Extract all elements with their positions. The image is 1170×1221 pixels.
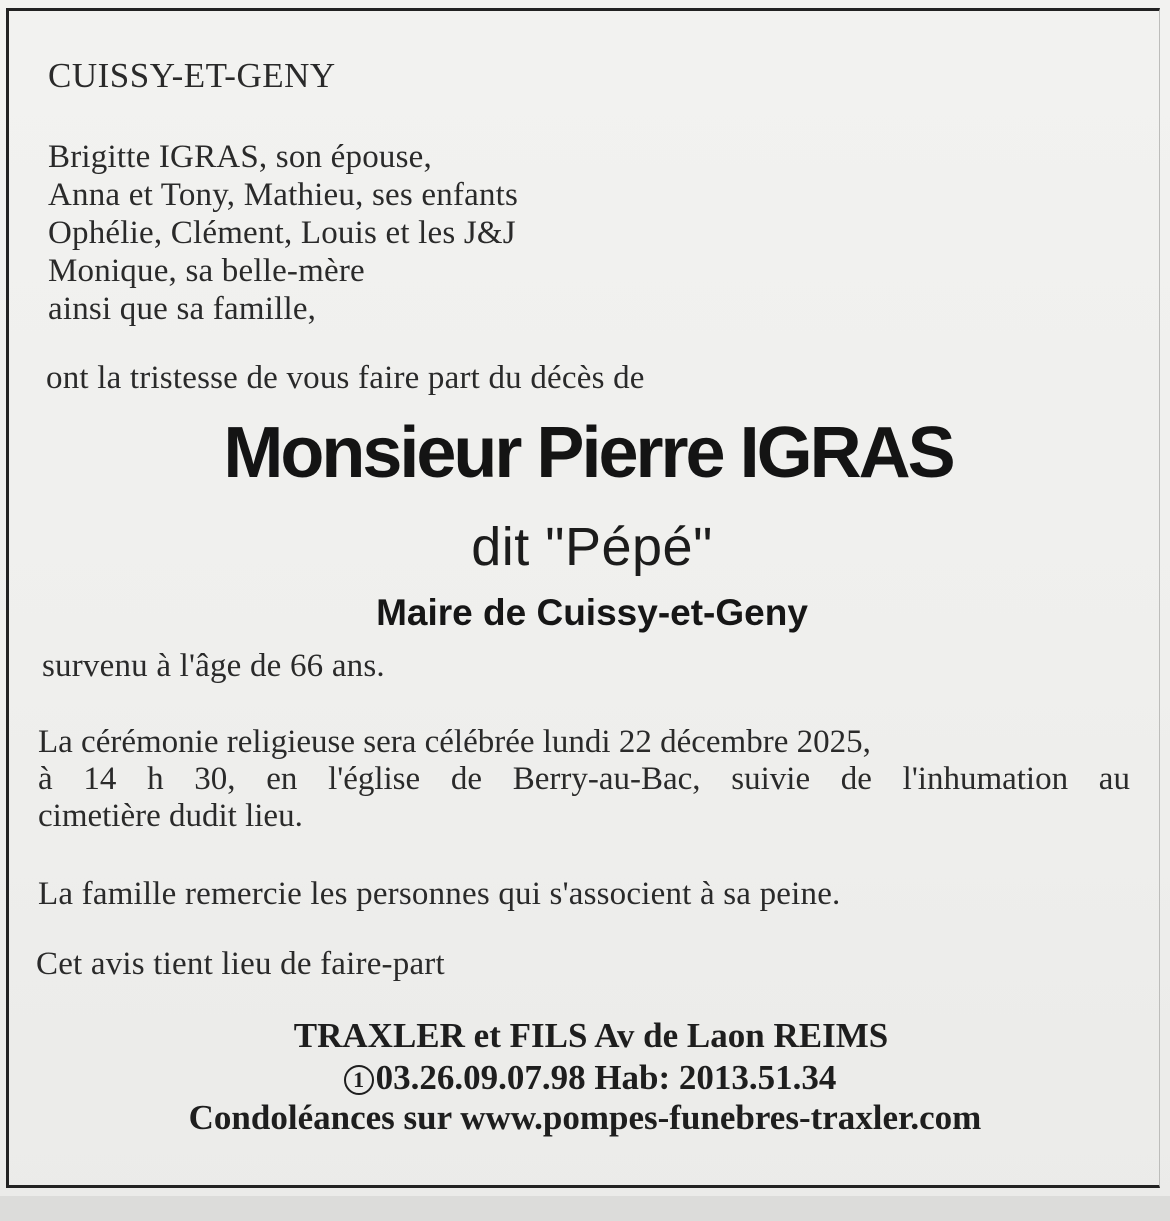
funeral-home-name: TRAXLER et FILS Av de Laon REIMS <box>293 1016 889 1055</box>
deceased-role: Maire de Cuissy-et-Geny <box>376 592 808 633</box>
deceased-name: Monsieur Pierre IGRAS <box>223 413 953 493</box>
ceremony-word: de <box>840 761 872 797</box>
notice-line: Cet avis tient lieu de faire-part <box>36 946 445 982</box>
thanks-line: La famille remercie les personnes qui s'associent à sa peine. <box>38 876 841 912</box>
phone-numbers: 03.26.09.07.98 Hab: 2013.51.34 <box>375 1058 837 1097</box>
family-line: Ophélie, Clément, Louis et les J&J <box>48 215 516 251</box>
family-list <box>48 138 518 328</box>
family-line: Monique, sa belle-mère <box>48 253 365 289</box>
ceremony-word: 14 <box>83 761 117 797</box>
ceremony-word: 30, <box>194 761 236 797</box>
ceremony-line: cimetière dudit lieu. <box>38 798 303 834</box>
family-line: Brigitte IGRAS, son épouse, <box>48 139 432 175</box>
ceremony-line-justified <box>38 761 1130 798</box>
ceremony-paragraph <box>38 724 1130 835</box>
ceremony-word: suivie <box>731 761 811 797</box>
ceremony-word: l'inhumation <box>902 761 1069 797</box>
place-heading: CUISSY-ET-GENY <box>48 56 336 95</box>
circled-one-icon: 1 <box>344 1065 374 1095</box>
announcement-intro: ont la tristesse de vous faire part du décès de <box>46 360 645 396</box>
deceased-nickname: dit "Pépé" <box>471 517 713 577</box>
ceremony-word: au <box>1098 761 1130 797</box>
ceremony-word: h <box>147 761 164 797</box>
ceremony-word: l'église <box>328 761 421 797</box>
condolences-line: Condoléances sur www.pompes-funebres-traxler.com <box>188 1098 982 1137</box>
ceremony-word: en <box>266 761 298 797</box>
ceremony-word: à <box>38 761 53 797</box>
age-line: survenu à l'âge de 66 ans. <box>42 648 385 684</box>
ceremony-word: Berry-au-Bac, <box>512 761 701 797</box>
ceremony-word: de <box>450 761 483 797</box>
family-line: ainsi que sa famille, <box>48 291 317 327</box>
funeral-home-phone <box>0 1058 1170 1098</box>
ceremony-line: La cérémonie religieuse sera célébrée lundi 22 décembre 2025, <box>38 724 871 760</box>
family-line: Anna et Tony, Mathieu, ses enfants <box>48 177 519 213</box>
page-edge <box>0 1196 1170 1221</box>
